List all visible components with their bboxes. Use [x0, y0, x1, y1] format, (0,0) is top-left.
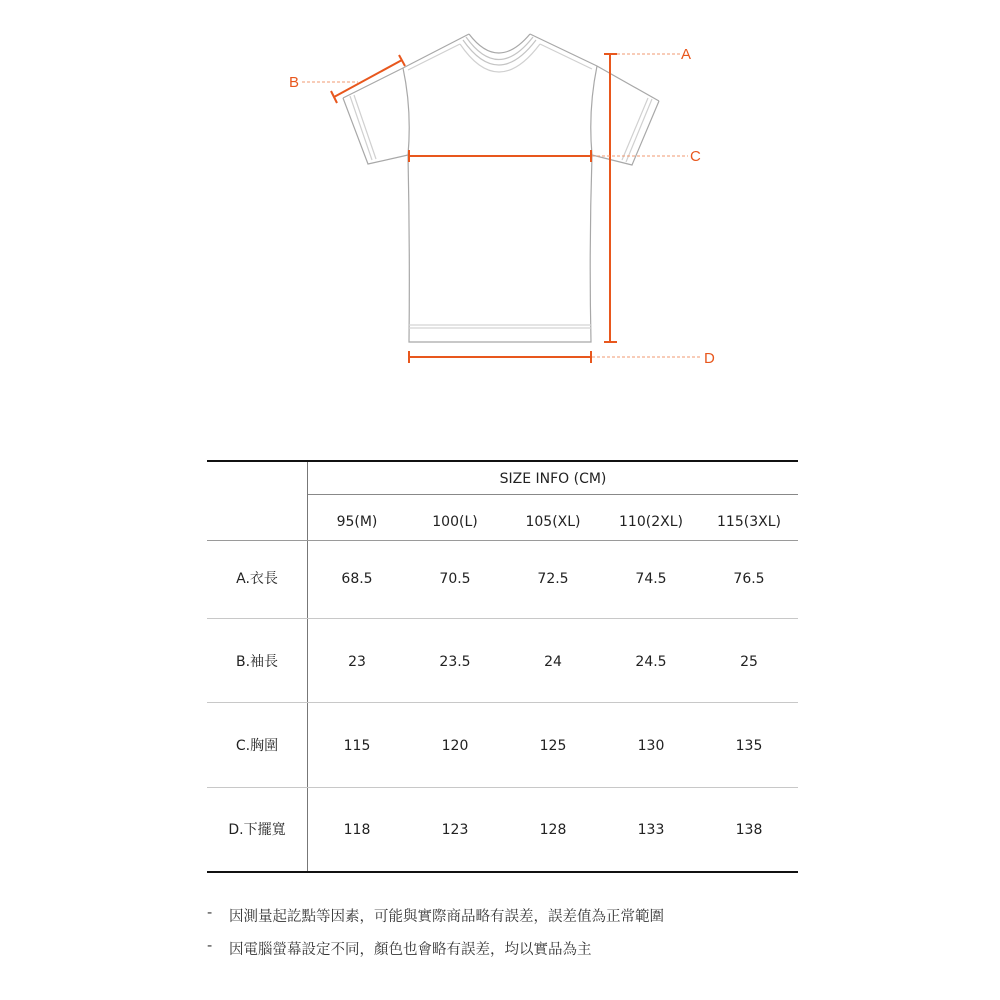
size-header: 110(2XL)	[619, 514, 683, 530]
notes-list	[207, 905, 664, 971]
title-divider	[308, 494, 798, 495]
row-divider	[207, 702, 798, 703]
table-cell: 24.5	[635, 654, 667, 670]
row-label: B.袖長	[235, 654, 279, 670]
note-text: 因測量起訖點等因素，可能與實際商品略有誤差，誤差值為正常範圍	[229, 909, 664, 925]
size-header: 105(XL)	[525, 514, 581, 530]
row-divider	[207, 618, 798, 619]
size-table	[207, 460, 798, 874]
table-cell: 74.5	[635, 571, 667, 587]
table-cell: 125	[539, 738, 567, 754]
label-d: D	[704, 350, 715, 367]
table-cell: 70.5	[439, 571, 471, 587]
table-cell: 68.5	[341, 571, 373, 587]
table-cell: 115	[343, 738, 371, 754]
table-cell: 128	[539, 822, 567, 838]
size-header: 95(M)	[336, 514, 378, 530]
row-label: A.衣長	[236, 571, 278, 587]
table-cell: 23.5	[439, 654, 471, 670]
table-cell: 118	[343, 822, 371, 838]
row-label: C.胸圍	[235, 738, 279, 754]
tshirt-measurement-diagram	[0, 0, 1000, 400]
table-cell: 123	[441, 822, 469, 838]
table-bottom-rule	[207, 871, 798, 873]
label-c: C	[690, 148, 701, 165]
table-cell: 76.5	[733, 571, 765, 587]
label-b: B	[289, 74, 300, 91]
size-header: 115(3XL)	[717, 514, 781, 530]
label-a: A	[681, 46, 692, 63]
table-cell: 138	[735, 822, 763, 838]
note-item	[207, 905, 664, 938]
table-cell: 130	[637, 738, 665, 754]
table-top-rule	[207, 460, 798, 462]
note-item	[207, 938, 664, 971]
table-cell: 135	[735, 738, 763, 754]
tshirt-outline-icon	[0, 0, 1000, 400]
table-cell: 24	[544, 654, 562, 670]
note-bullet: -	[207, 938, 213, 954]
note-text: 因電腦螢幕設定不同，顏色也會略有誤差，均以實品為主	[229, 942, 592, 958]
size-header: 100(L)	[432, 514, 478, 530]
table-title: SIZE INFO (CM)	[499, 471, 607, 487]
header-divider	[207, 540, 798, 541]
table-cell: 25	[740, 654, 758, 670]
table-cell: 72.5	[537, 571, 569, 587]
row-divider	[207, 787, 798, 788]
table-cell: 120	[441, 738, 469, 754]
row-label: D.下擺寬	[228, 822, 286, 838]
table-cell: 133	[637, 822, 665, 838]
table-cell: 23	[348, 654, 366, 670]
note-bullet: -	[207, 905, 213, 921]
